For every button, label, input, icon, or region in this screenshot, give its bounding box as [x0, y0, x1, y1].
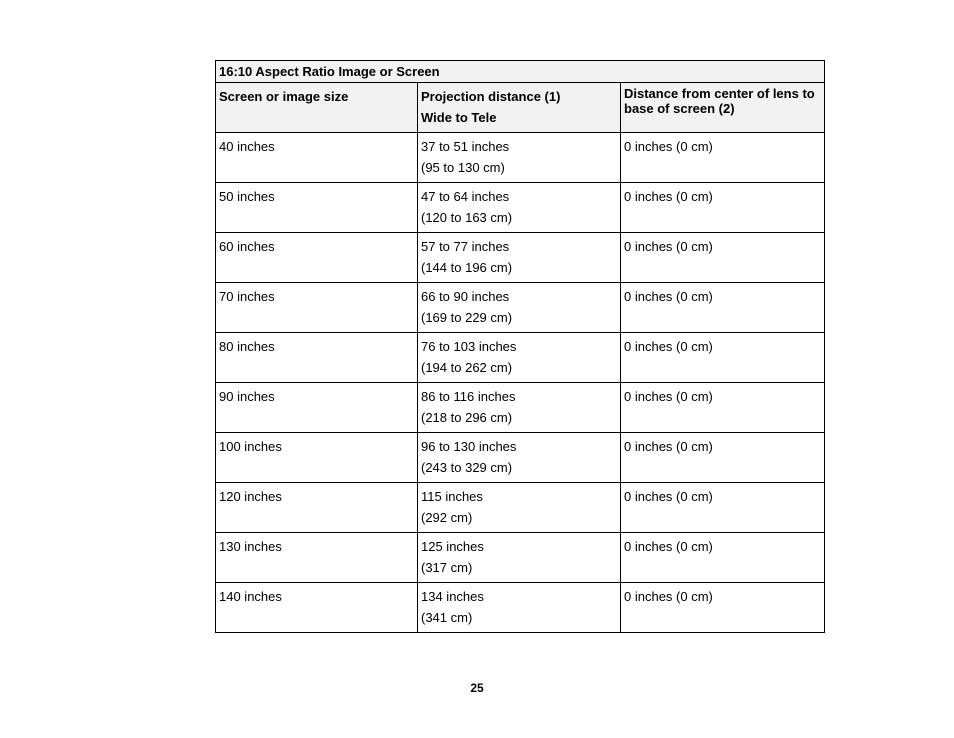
- table-row: [216, 383, 825, 433]
- projection-centimeters: (169 to 229 cm): [421, 310, 513, 325]
- cell-projection-distance: [418, 183, 621, 233]
- page-number: 25: [470, 681, 484, 695]
- projection-inches: 125 inches: [421, 539, 484, 554]
- cell-lens-distance: 0 inches (0 cm): [621, 583, 825, 633]
- cell-projection-distance: [418, 133, 621, 183]
- table-row: [216, 333, 825, 383]
- cell-screen-size: 130 inches: [216, 533, 418, 583]
- table-row: [216, 133, 825, 183]
- cell-screen-size: 40 inches: [216, 133, 418, 183]
- table-row: [216, 283, 825, 333]
- projection-inches: 57 to 77 inches: [421, 239, 510, 254]
- projection-inches: 86 to 116 inches: [421, 389, 516, 404]
- projection-centimeters: (317 cm): [421, 560, 473, 575]
- projection-inches: 134 inches: [421, 589, 484, 604]
- cell-lens-distance: 0 inches (0 cm): [621, 233, 825, 283]
- cell-projection-distance: [418, 383, 621, 433]
- projection-inches: 47 to 64 inches: [421, 189, 510, 204]
- table-row: [216, 433, 825, 483]
- cell-projection-distance: [418, 583, 621, 633]
- cell-screen-size: 80 inches: [216, 333, 418, 383]
- cell-lens-distance: 0 inches (0 cm): [621, 533, 825, 583]
- table-row: [216, 533, 825, 583]
- projection-centimeters: (243 to 329 cm): [421, 460, 513, 475]
- cell-projection-distance: [418, 333, 621, 383]
- projection-inches: 115 inches: [421, 489, 483, 504]
- cell-screen-size: 70 inches: [216, 283, 418, 333]
- cell-screen-size: 50 inches: [216, 183, 418, 233]
- cell-lens-distance: 0 inches (0 cm): [621, 133, 825, 183]
- projection-inches: 96 to 130 inches: [421, 439, 517, 454]
- table-row: [216, 583, 825, 633]
- projection-inches: 66 to 90 inches: [421, 289, 510, 304]
- header-projection-line2: Wide to Tele: [421, 110, 497, 125]
- cell-lens-distance: 0 inches (0 cm): [621, 283, 825, 333]
- projection-centimeters: (292 cm): [421, 510, 473, 525]
- projection-inches: 37 to 51 inches: [421, 139, 510, 154]
- projection-centimeters: (341 cm): [421, 610, 473, 625]
- cell-projection-distance: [418, 483, 621, 533]
- cell-screen-size: 60 inches: [216, 233, 418, 283]
- cell-screen-size: 100 inches: [216, 433, 418, 483]
- cell-lens-distance: 0 inches (0 cm): [621, 333, 825, 383]
- header-lens-distance: Distance from center of lens to base of screen (2): [621, 83, 825, 133]
- table-row: [216, 483, 825, 533]
- projection-centimeters: (218 to 296 cm): [421, 410, 513, 425]
- table-row: [216, 233, 825, 283]
- header-projection-distance: [418, 83, 621, 133]
- header-projection-line1: Projection distance (1): [421, 89, 561, 104]
- table-row: [216, 183, 825, 233]
- cell-screen-size: 120 inches: [216, 483, 418, 533]
- projection-centimeters: (120 to 163 cm): [421, 210, 513, 225]
- cell-lens-distance: 0 inches (0 cm): [621, 183, 825, 233]
- header-screen-size: Screen or image size: [216, 83, 418, 133]
- cell-projection-distance: [418, 233, 621, 283]
- cell-lens-distance: 0 inches (0 cm): [621, 483, 825, 533]
- projection-inches: 76 to 103 inches: [421, 339, 517, 354]
- table-header-row: [216, 83, 825, 133]
- cell-lens-distance: 0 inches (0 cm): [621, 433, 825, 483]
- cell-screen-size: 140 inches: [216, 583, 418, 633]
- cell-projection-distance: [418, 533, 621, 583]
- projection-centimeters: (95 to 130 cm): [421, 160, 505, 175]
- cell-screen-size: 90 inches: [216, 383, 418, 433]
- projection-centimeters: (194 to 262 cm): [421, 360, 513, 375]
- table-body: [216, 133, 825, 633]
- table-caption-row: [216, 61, 825, 83]
- projection-distance-table: [215, 60, 825, 633]
- cell-lens-distance: 0 inches (0 cm): [621, 383, 825, 433]
- projection-centimeters: (144 to 196 cm): [421, 260, 513, 275]
- cell-projection-distance: [418, 283, 621, 333]
- cell-projection-distance: [418, 433, 621, 483]
- table-caption: 16:10 Aspect Ratio Image or Screen: [216, 61, 825, 83]
